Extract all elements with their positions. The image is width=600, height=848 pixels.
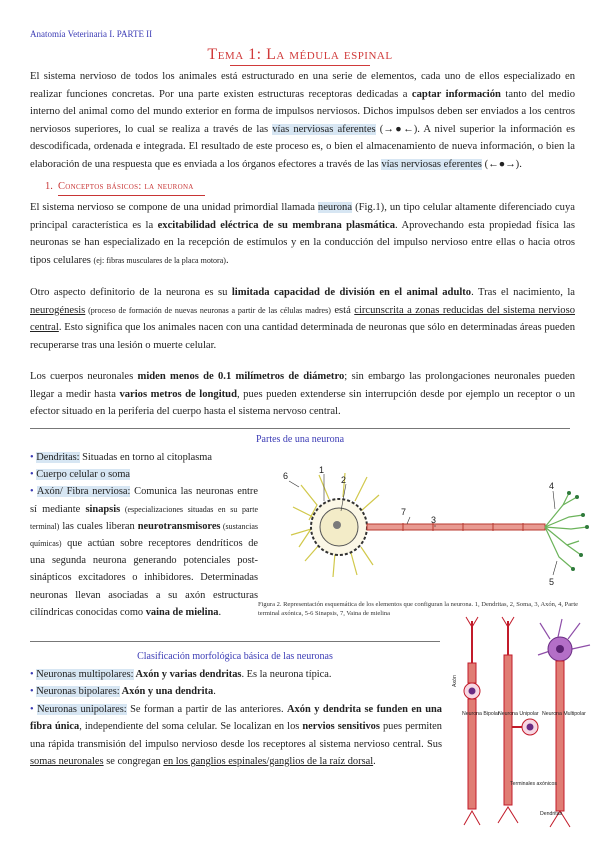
parts-item-axon <box>30 483 258 621</box>
axon-text-4: . <box>218 606 222 618</box>
unipolar-underline-somas: somas neuronales <box>30 756 104 768</box>
p2-text-2: . Tras el nacimiento, la <box>471 287 575 298</box>
p1-bold: excitabilidad eléctrica de su membrana plasmática <box>157 219 396 231</box>
soma-label: Cuerpo celular o soma <box>36 469 131 481</box>
divider-parts <box>30 428 570 429</box>
p1-text-4: . <box>225 254 229 266</box>
bipolar-text: . <box>213 686 216 698</box>
multipolar-text: . Es la neurona típica. <box>241 669 332 680</box>
afferent-symbol: (→●←) <box>375 123 418 135</box>
intro-text-4: . <box>519 158 522 170</box>
fig-label-3: 3 <box>431 515 437 525</box>
axon-text-1: Comunica las neuronas entre sí mediante <box>30 486 258 515</box>
unipolar-bold-1: Axón y dendrita se funden en una fibra única <box>30 703 442 733</box>
dendritas-text: Situadas en torno al citoplasma <box>79 452 212 463</box>
p2-bold: limitada capacidad de división en el animal adulto <box>231 287 472 298</box>
multipolar-neuron <box>538 619 590 827</box>
fig-label-5: 5 <box>549 577 555 587</box>
unipolar-text-3: pues permiten una rápida transmisión del impulso nervioso desde los receptores al sistema nervioso central. Sus <box>30 721 442 750</box>
neuron-types-diagram <box>450 615 595 840</box>
fig-label-1: 1 <box>319 465 325 475</box>
unipolar-neuron <box>498 617 538 823</box>
class-item-unipolar <box>30 701 442 771</box>
unipolar-text-1: Se forman a partir de las anteriores. <box>126 703 288 715</box>
p1-small-note: (ej: fibras musculares de la placa motora) <box>93 255 226 265</box>
p2-text-3: está <box>330 304 355 316</box>
p2-text-1: Otro aspecto definitorio de la neurona es su <box>30 287 232 298</box>
parts-item-soma <box>30 466 258 483</box>
p3-text-1: Los cuerpos neuronales <box>30 371 138 382</box>
p2-underline-neurogenesis: neurogénesis <box>30 304 86 316</box>
section-heading: Conceptos básicos: la neurona <box>58 181 194 192</box>
p1-highlight-neurona: neurona <box>317 202 353 213</box>
intro-highlight-efferent: vías nerviosas eferentes <box>381 158 482 170</box>
p2-small-note: (proceso de formación de nuevas neuronas a partir de las células madres) <box>85 305 331 315</box>
types-label-bipolar: Neurona Bipolar <box>462 711 500 717</box>
section-heading-underline <box>58 195 205 196</box>
class-item-multipolar <box>30 666 442 683</box>
parts-item-dendritas <box>30 449 258 466</box>
p3-text-3: , pues pueden extenderse sin interrupción desde por ejemplo un receptor o un efector situado en la periferia del cuerpo hasta el sistema nervoso central. <box>30 388 576 418</box>
neuron-diagram <box>283 465 593 595</box>
axon-bold-neurotransmisores: neurotransmisores <box>137 520 221 532</box>
intro-text-2: tanto del medio interno del animal como del mundo exterior en forma de impulsos nerviosos. Dichos impulsos deben ser enviados a los centros nerviosos superiores, lo cual se realiza a través de las <box>30 88 575 135</box>
unipolar-underline-ganglios: en los ganglios espinales/ganglios de la raíz dorsal <box>163 756 374 768</box>
bullet-dot: • <box>30 469 34 481</box>
bullet-dot: • <box>30 686 34 698</box>
p3-bold-1: miden menos de 0.1 milímetros de diámetro <box>137 371 345 382</box>
unipolar-text-4: se congregan <box>103 756 164 768</box>
bipolar-bold: Axón y una dendrita <box>119 686 214 698</box>
axon-bold-sinapsis: sinapsis <box>85 503 121 515</box>
axon-terminal-branches <box>545 493 587 569</box>
axon-shape <box>367 524 545 530</box>
p2-underline-snc: circunscrita a zonas reducidas del sistema nervioso central <box>30 304 575 334</box>
fig-label-4: 4 <box>549 481 555 491</box>
multipolar-bold: Axón y varias dendritas <box>133 669 242 680</box>
bullet-dot: • <box>30 452 34 463</box>
types-label-terminals: Terminales axónicos <box>510 781 557 787</box>
class-item-bipolar <box>30 683 442 700</box>
efferent-symbol: (←●→) <box>481 158 520 170</box>
unipolar-bold-2: nervios sensitivos <box>302 721 380 733</box>
size-paragraph <box>30 368 575 421</box>
classification-title: Clasificación morfológica básica de las neuronas <box>137 651 333 662</box>
division-paragraph <box>30 284 575 354</box>
bullet-dot: • <box>30 669 34 680</box>
unipolar-text-2: , independiente del soma celular. Se localizan en los <box>79 721 303 733</box>
section-number: 1. <box>45 181 53 192</box>
intro-text-1: El sistema nervioso de todos los animales está estructurado en una serie de elementos, cada uno de ellos especializado en realizar funciones concretas. Por una parte existen estructuras receptoras dedicadas a <box>30 71 575 100</box>
intro-paragraph <box>30 68 575 174</box>
divider-classification <box>30 641 440 642</box>
fig-label-6: 6 <box>283 471 289 481</box>
bullet-dot: • <box>30 703 34 715</box>
intro-bold-1: captar información <box>411 88 501 100</box>
page-title: Tema 1: La médula espinal <box>207 46 393 63</box>
figure-caption: Figura 2. Representación esquemática de los elementos que configuran la neurona. 1, Dendritas, 2, Soma, 3, Axón, 4, Parte terminal axónica, 5-6 Sinapsis, 7, Vaina de mielina <box>258 601 579 617</box>
axon-text-2: las cuales liberan <box>59 520 138 532</box>
p1-text-3: . Aprovechando esta propiedad física las neuronas se han especializado en la recepción de estímulos y en la conducción del impulso nervioso entre ellas o hacia otros tipos celulares <box>30 219 575 266</box>
p1-text-1: El sistema nervioso se compone de una unidad primordial llamada <box>30 202 318 213</box>
p1-text-2: (Fig.1), un tipo celular altamente diferenciado cuya principal característica es la <box>30 202 575 231</box>
bullet-dot: • <box>30 486 34 498</box>
unipolar-label: Neuronas unipolares: <box>37 703 127 715</box>
unipolar-text-5: . <box>373 756 376 768</box>
parts-list <box>30 449 258 621</box>
bipolar-label: Neuronas bipolares: <box>36 686 120 698</box>
p3-bold-2: varios metros de longitud <box>119 388 237 400</box>
bipolar-neuron <box>464 617 480 825</box>
p3-text-2: ; sin embargo las prolongaciones neuronales pueden llegar a medir hasta <box>30 371 575 400</box>
classification-list <box>30 666 442 770</box>
axon-small-1: (especializaciones situadas en su parte terminal) <box>30 504 258 531</box>
types-label-axon: Axón <box>452 675 458 687</box>
fig-label-7: 7 <box>401 507 407 517</box>
course-header: Anatomía Veterinaria I. PARTE II <box>30 29 153 39</box>
intro-text-3: . A nivel superior la información es descodificada, ordenada e integrada. El resultado de este proceso es, o bien el almacenamiento de nueva información, o bien la elaboración de una respuesta que es enviada a los órganos efectores a través de las <box>30 123 575 170</box>
p2-text-4: . Esto significa que los animales nacen con una cantidad determinada de neuronas que sólo en determinadas áreas pueden recuperarse tras una lesión o muerte celular. <box>30 322 575 351</box>
axon-bold-mielina: vaina de mielina <box>145 606 219 618</box>
synaptic-terminals <box>567 491 589 571</box>
dendritas-label: Dendritas: <box>36 452 80 463</box>
multipolar-label: Neuronas multipolares: <box>36 669 134 680</box>
axon-label: Axón/ Fibra nerviosa: <box>36 486 131 498</box>
axon-text-3: que actúan sobre receptores dendríticos de una segunda neurona generando potenciales post-sinápticos excitadores o inhibidores. Determinadas neuronas llevan asociadas a su axón estructuras cilíndricas conocidas como <box>30 538 258 618</box>
neuron-paragraph <box>30 199 575 269</box>
intro-highlight-afferent: vías nerviosas aferentes <box>272 123 376 135</box>
nucleolus-shape <box>333 521 341 529</box>
parts-title: Partes de una neurona <box>255 434 345 445</box>
title-underline <box>230 65 370 66</box>
axon-small-2: (sustancias químicas) <box>30 521 258 549</box>
types-label-multipolar: Neurona Multipolar <box>542 711 586 717</box>
fig-label-2: 2 <box>341 475 347 485</box>
types-label-dendrites: Dendritas <box>540 811 563 817</box>
types-label-unipolar: Neurona Unipolar <box>498 711 539 717</box>
